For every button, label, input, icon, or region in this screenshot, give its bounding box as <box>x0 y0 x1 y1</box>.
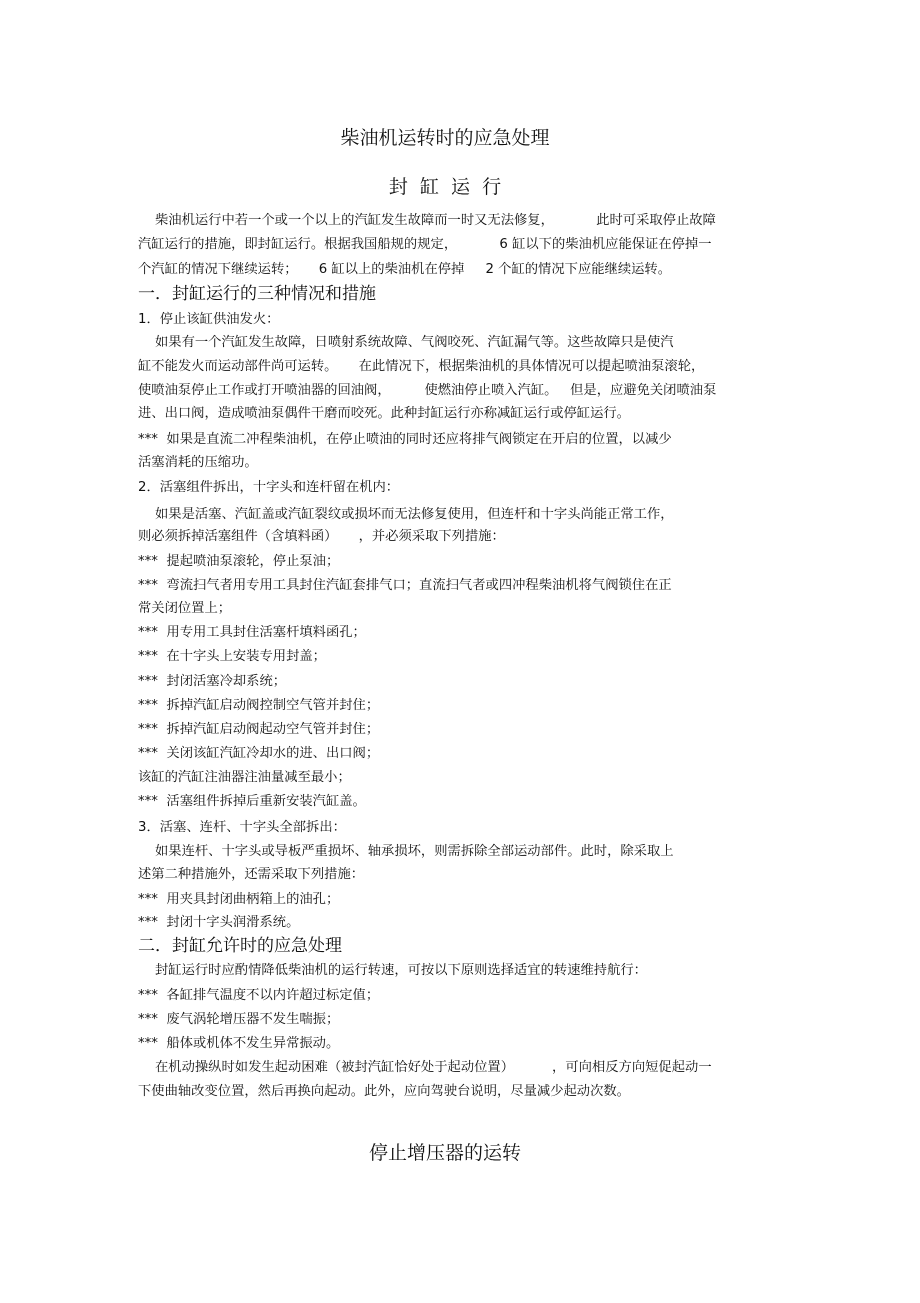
paragraph-line: 使喷油泵停止工作或打开喷油器的回油阀， 使燃油停止喷入汽缸。 但是，应避免关闭喷油泵 <box>138 383 717 398</box>
next-section-title: 停止增压器的运转 <box>368 1142 521 1164</box>
measure-item: *** 各缸排气温度不以内许超过标定值； <box>138 988 380 1003</box>
paragraph-line: 个汽缸的情况下继续运转； 6 缸以上的柴油机在停掉 2 个缸的情况下应能继续运转。 <box>138 262 672 277</box>
measure-item: *** 拆掉汽缸启动阀起动空气管并封住； <box>138 722 380 737</box>
heading-section-1: 一．封缸运行的三种情况和措施 <box>138 284 376 304</box>
paragraph-line: 封缸运行时应酌情降低柴油机的运行转速，可按以下原则选择适宜的转速维持航行： <box>155 963 647 978</box>
subheading-case-3: 3．活塞、连杆、十字头全部拆出： <box>138 820 346 835</box>
measure-item: *** 活塞组件拆掉后重新安装汽缸盖。 <box>138 794 366 809</box>
measure-item: 常关闭位置上； <box>138 601 232 616</box>
measure-item: *** 用专用工具封住活塞杆填料函孔； <box>138 625 366 640</box>
subheading-case-2: 2．活塞组件拆出，十字头和连杆留在机内： <box>138 480 400 495</box>
paragraph-line: 在机动操纵时如发生起动困难（被封汽缸恰好处于起动位置） ，可向相反方向短促起动一 <box>155 1060 712 1075</box>
subheading-case-1: 1．停止该缸供油发火： <box>138 312 280 327</box>
paragraph-line: 如果有一个汽缸发生故障，日喷射系统故障、气阀咬死、汽缸漏气等。这些故障只是使汽 <box>155 335 674 350</box>
measure-item: 该缸的汽缸注油器注油量减至最小； <box>138 770 351 785</box>
document-title: 柴油机运转时的应急处理 <box>340 127 550 149</box>
measure-item: *** 用夹具封闭曲柄箱上的油孔； <box>138 892 340 907</box>
paragraph-line: 汽缸运行的措施，即封缸运行。根据我国船规的规定， 6 缸以下的柴油机应能保证在停掉一 <box>138 237 712 252</box>
paragraph-line: 缸不能发火而运动部件尚可运转。 在此情况下，根据柴油机的具体情况可以提起喷油泵滚轮， <box>138 359 705 374</box>
paragraph-line: 柴油机运行中若一个或一个以上的汽缸发生故障而一时又无法修复， 此时可采取停止故障 <box>155 213 716 228</box>
measure-item: *** 弯流扫气者用专用工具封住汽缸套排气口；直流扫气者或四冲程柴油机将气阀锁住在正 <box>138 578 672 593</box>
paragraph-line: 进、出口阀，造成喷油泵偶件干磨而咬死。此种封缸运行亦称减缸运行或停缸运行。 <box>138 406 630 421</box>
paragraph-line: 如果是活塞、汽缸盖或汽缸裂纹或损坏而无法修复使用，但连杆和十字头尚能正常工作， <box>155 507 674 522</box>
measure-item: *** 船体或机体不发生异常振动。 <box>138 1036 340 1051</box>
section-title: 封 缸 运 行 <box>388 176 502 198</box>
measure-item: *** 封闭十字头润滑系统。 <box>138 915 300 930</box>
measure-item: *** 在十字头上安装专用封盖； <box>138 649 326 664</box>
measure-item: *** 关闭该缸汽缸冷却水的进、出口阀； <box>138 746 380 761</box>
measure-item: *** 废气涡轮增压器不发生喘振； <box>138 1012 340 1027</box>
paragraph-line: 如果连杆、十字头或导板严重损坏、轴承损坏，则需拆除全部运动部件。此时，除采取上 <box>155 844 674 859</box>
heading-section-2: 二．封缸允许时的应急处理 <box>138 936 342 956</box>
measure-item: *** 拆掉汽缸启动阀控制空气管并封住； <box>138 698 380 713</box>
paragraph-line: 述第二种措施外，还需采取下列措施： <box>138 867 365 882</box>
measure-item: *** 封闭活塞冷却系统； <box>138 674 287 689</box>
note-line: *** 如果是直流二冲程柴油机，在停止喷油的同时还应将排气阀锁定在开启的位置，以减少 <box>138 432 672 447</box>
note-line: 活塞消耗的压缩功。 <box>138 455 258 470</box>
paragraph-line: 则必须拆掉活塞组件（含填料函） ，并必须采取下列措施： <box>138 529 505 544</box>
paragraph-line: 下使曲轴改变位置，然后再换向起动。此外，应向驾驶台说明，尽量减少起动次数。 <box>138 1084 630 1099</box>
measure-item: *** 提起喷油泵滚轮，停止泵油； <box>138 554 340 569</box>
